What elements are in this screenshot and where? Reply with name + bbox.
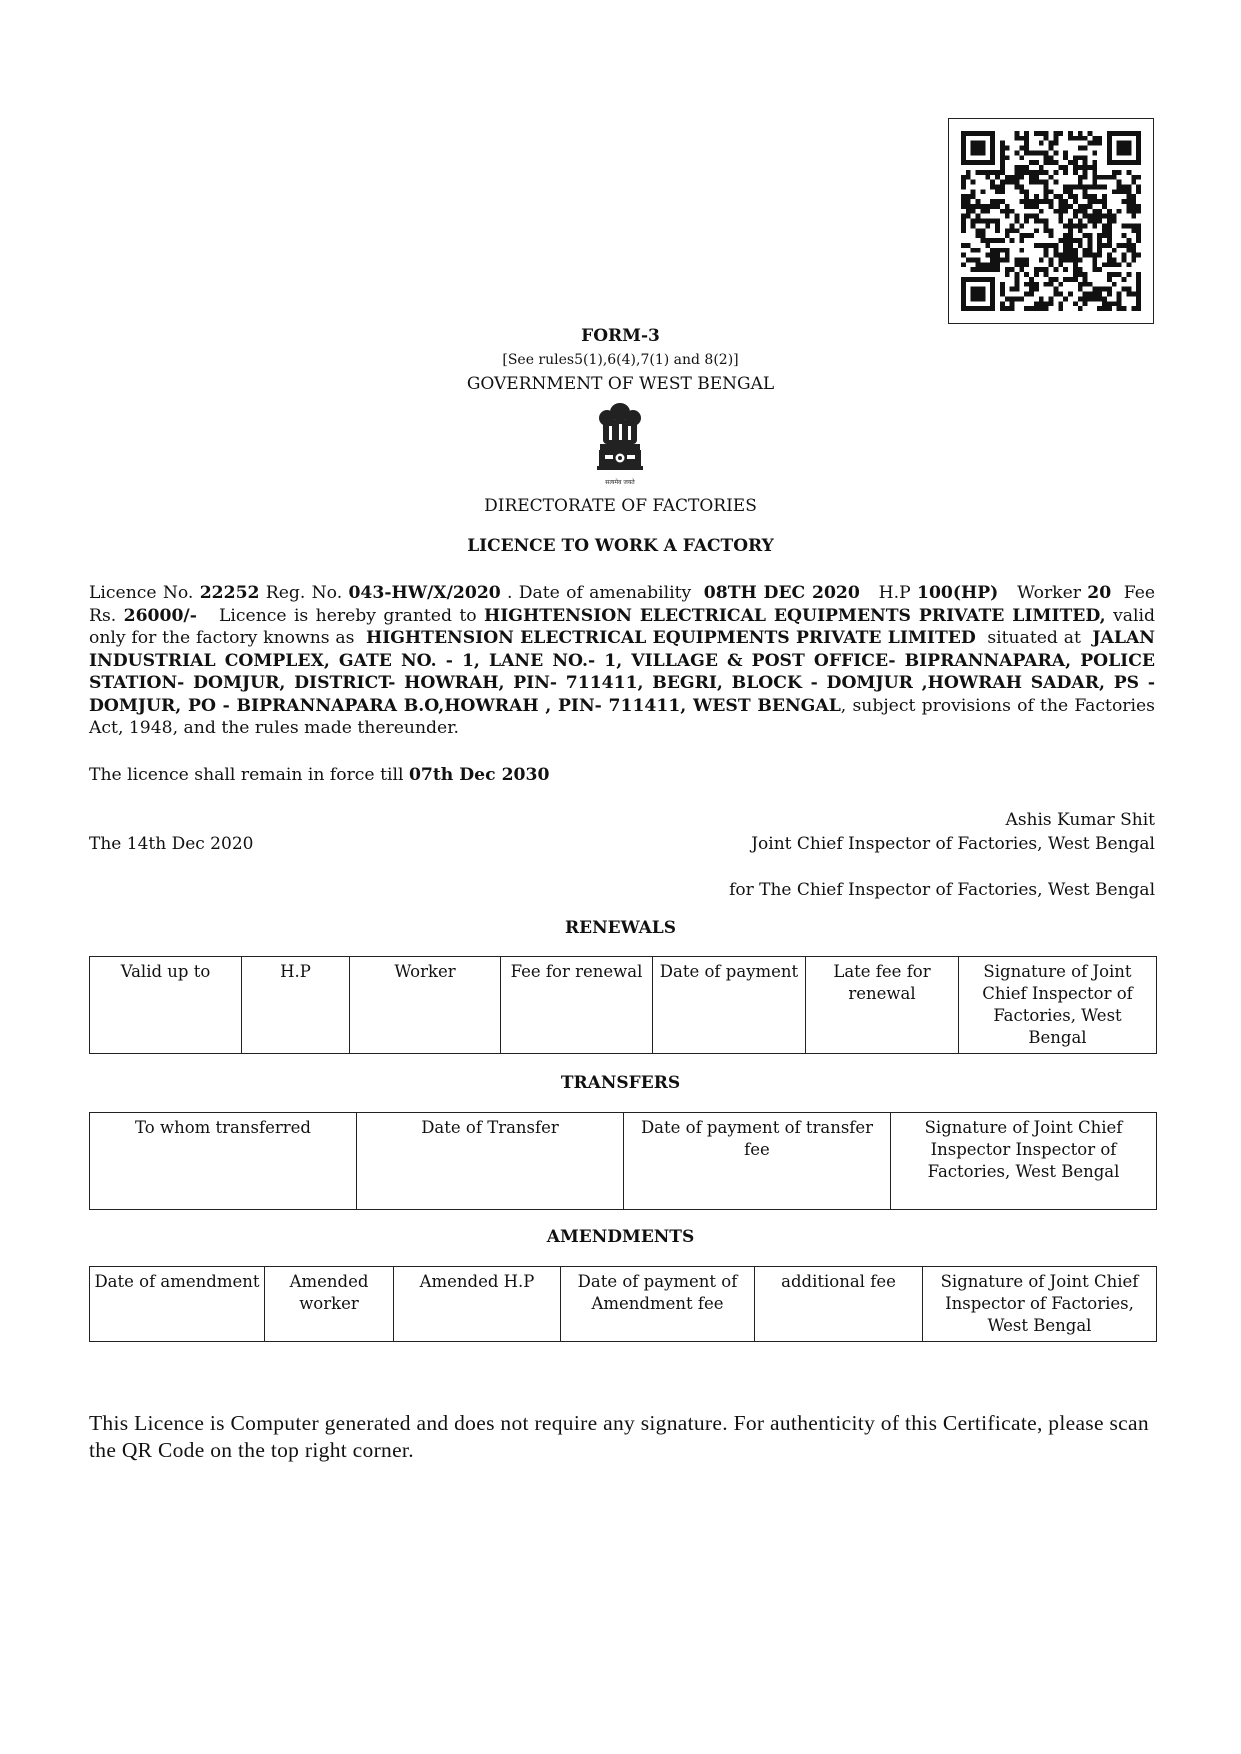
emblem-caption: सत्यमेव जयते xyxy=(605,479,635,486)
table-header-cell: additional fee xyxy=(755,1267,923,1342)
table-header-cell: Signature of Joint Chief Inspector Inspector of Factories, West Bengal xyxy=(891,1113,1157,1210)
issue-date: The 14th Dec 2020 xyxy=(89,834,254,854)
table-header-cell: Date of payment of transfer fee xyxy=(624,1113,891,1210)
registration-number: 043-HW/X/2020 xyxy=(348,583,501,603)
licence-details: Licence No. 22252 Reg. No. 043-HW/X/2020 . Date of amenability 08TH DEC 2020 H.P 100(HP) Worker 20 Fee Rs. 26000/- Licence is hereby granted to HIGHTENSION ELECTRICAL EQUIPMENTS PRIVATE LIMITED, valid only for the factory knowns as HIGHTENSION ELECTRICAL EQUIPMENTS PRIVATE LIMITED situated at JALAN INDUSTRIAL COMPLEX, GATE NO. - 1, LANE NO.- 1, VILLAGE & POST OFFICE- BIPRANNAPARA, POLICE STATION- DOMJUR, DISTRICT- HOWRAH, PIN- 711411, BEGRI, BLOCK - DOMJUR ,HOWRAH SADAR, PS - DOMJUR, PO - BIPRANNAPARA B.O,HOWRAH , PIN- 711411, WEST BENGAL, subject provisions of the Factories Act, 1948, and the rules made thereunder. xyxy=(89,583,1156,738)
validity-date: 07th Dec 2030 xyxy=(408,765,550,785)
table-header-cell: Signature of Joint Chief Inspector of Factories, West Bengal xyxy=(959,957,1157,1054)
signer-designation: Joint Chief Inspector of Factories, West Bengal xyxy=(751,834,1155,854)
footer-note: This Licence is Computer generated and does not require any signature. For authenticity of this Certificate, please scan the QR Code on the top right corner. xyxy=(89,1411,1149,1462)
table-header-cell: Worker xyxy=(350,957,501,1054)
transfers-heading: TRANSFERS xyxy=(560,1073,681,1093)
table-header-cell: To whom transferred xyxy=(90,1113,357,1210)
fee-amount: 26000/- xyxy=(123,605,197,626)
horse-power: 100(HP) xyxy=(916,583,999,603)
table-header-cell: Fee for renewal xyxy=(501,957,653,1054)
factory-address: JALAN INDUSTRIAL COMPLEX, GATE NO. - 1, LANE NO.- 1, VILLAGE & POST OFFICE- BIPRANNAPARA, POLICE STATION- DOMJUR, DISTRICT- HOWRAH, PIN- 711411, BEGRI, BLOCK - DOMJUR ,HOWRAH SADAR, PS - DOMJUR, PO - BIPRANNAPARA B.O,HOWRAH , PIN- 711411, WEST BENGAL xyxy=(89,628,1155,716)
worker-count: 20 xyxy=(1087,583,1112,603)
amendments-table xyxy=(89,1266,1157,1342)
company-name: HIGHTENSION ELECTRICAL EQUIPMENTS PRIVATE LIMITED, xyxy=(484,605,1106,626)
table-row xyxy=(90,1267,1157,1342)
validity-line: The licence shall remain in force till 07th Dec 2030 xyxy=(89,765,550,785)
renewals-heading: RENEWALS xyxy=(564,918,676,938)
table-header-cell: Valid up to xyxy=(90,957,242,1054)
signer-name: Ashis Kumar Shit xyxy=(1005,810,1155,830)
factory-name: HIGHTENSION ELECTRICAL EQUIPMENTS PRIVATE LIMITED xyxy=(365,628,976,648)
amenability-date: 08TH DEC 2020 xyxy=(703,583,860,603)
transfers-table xyxy=(89,1112,1157,1210)
form-title: FORM-3 xyxy=(581,326,660,346)
table-header-cell: Date of Transfer xyxy=(357,1113,624,1210)
table-row xyxy=(90,957,1157,1054)
directorate-name: DIRECTORATE OF FACTORIES xyxy=(484,496,757,516)
government-name: GOVERNMENT OF WEST BENGAL xyxy=(466,374,775,394)
state-emblem-icon xyxy=(591,398,649,494)
table-header-cell: H.P xyxy=(242,957,350,1054)
rules-reference: [See rules5(1),6(4),7(1) and 8(2)] xyxy=(502,352,739,368)
qr-code xyxy=(948,118,1154,324)
licence-number: 22252 xyxy=(199,583,260,603)
table-header-cell: Amended H.P xyxy=(394,1267,561,1342)
table-header-cell: Late fee for renewal xyxy=(806,957,959,1054)
licence-title: LICENCE TO WORK A FACTORY xyxy=(467,536,774,556)
table-header-cell: Amended worker xyxy=(265,1267,394,1342)
amendments-heading: AMENDMENTS xyxy=(546,1227,695,1247)
renewals-table xyxy=(89,956,1157,1054)
signer-on-behalf: for The Chief Inspector of Factories, West Bengal xyxy=(729,880,1155,900)
table-header-cell: Signature of Joint Chief Inspector of Factories, West Bengal xyxy=(923,1267,1157,1342)
table-header-cell: Date of payment xyxy=(653,957,806,1054)
table-row xyxy=(90,1113,1157,1210)
table-header-cell: Date of amendment xyxy=(90,1267,265,1342)
table-header-cell: Date of payment of Amendment fee xyxy=(561,1267,755,1342)
